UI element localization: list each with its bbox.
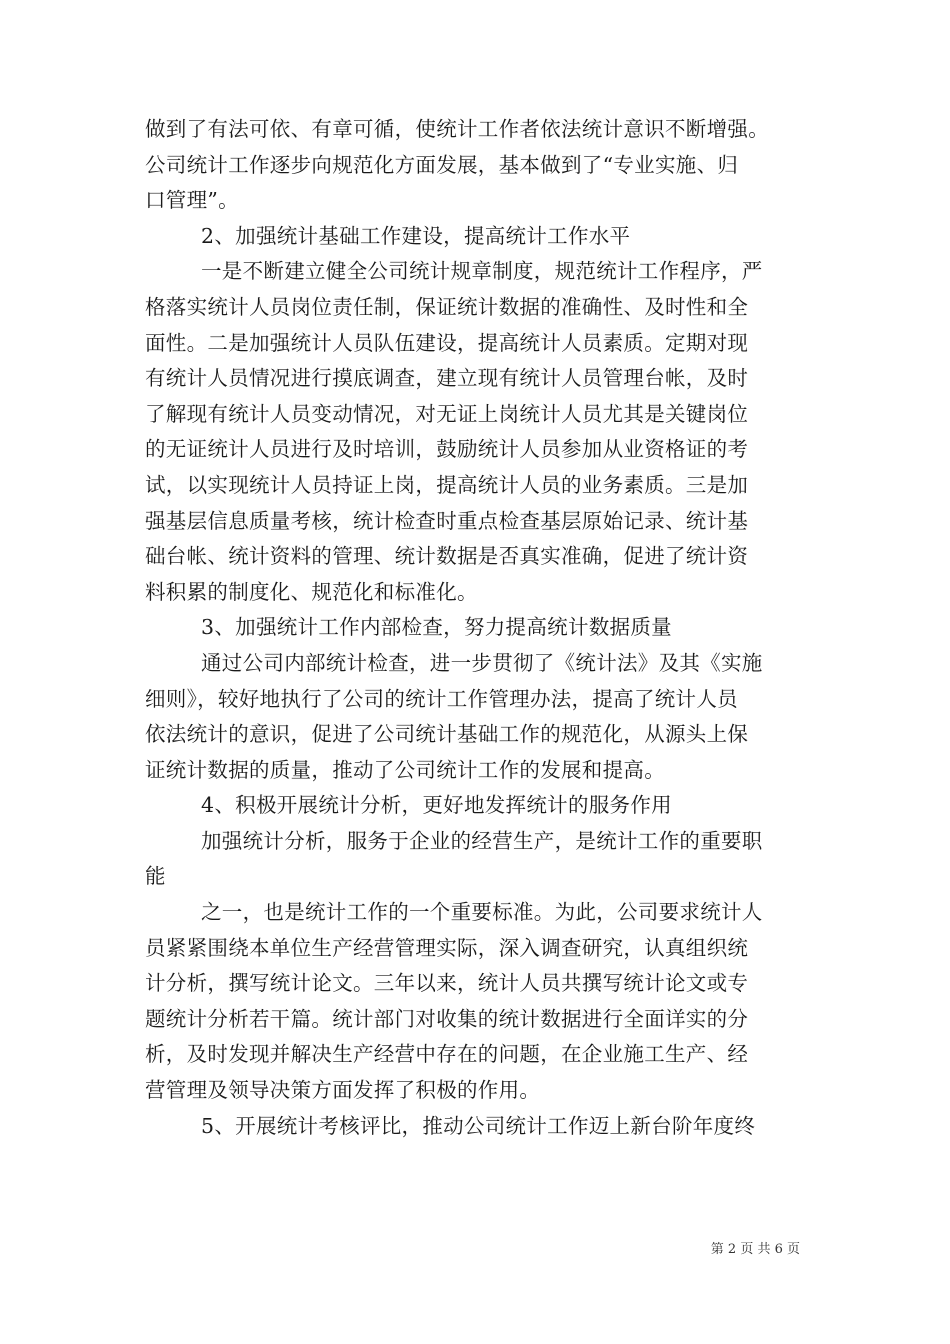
text-line: 面性。二是加强统计人员队伍建设，提高统计人员素质。定期对现 bbox=[145, 330, 749, 355]
text-line: 题统计分析若干篇。统计部门对收集的统计数据进行全面详实的分 bbox=[145, 1006, 749, 1031]
text-line: 3、加强统计工作内部检查，努力提高统计数据质量 bbox=[201, 615, 672, 640]
text-line: 一是不断建立健全公司统计规章制度，规范统计工作程序，严 bbox=[201, 259, 763, 284]
text-line: 细则》，较好地执行了公司的统计工作管理办法，提高了统计人员 bbox=[145, 686, 738, 711]
text-line: 4、积极开展统计分析，更好地发挥统计的服务作用 bbox=[201, 793, 672, 818]
text-line: 格落实统计人员岗位责任制，保证统计数据的准确性、及时性和全 bbox=[145, 294, 749, 319]
text-line: 依法统计的意识，促进了公司统计基础工作的规范化，从源头上保 bbox=[145, 722, 749, 747]
text-line: 5、开展统计考核评比，推动公司统计工作迈上新台阶年度终 bbox=[201, 1113, 756, 1138]
text-line: 础台帐、统计资料的管理、统计数据是否真实准确，促进了统计资 bbox=[145, 544, 749, 569]
text-line: 料积累的制度化、规范化和标准化。 bbox=[145, 579, 478, 604]
text-line: 试，以实现统计人员持证上岗，提高统计人员的业务素质。三是加 bbox=[145, 472, 749, 497]
text-line: 有统计人员情况进行摸底调查，建立现有统计人员管理台帐，及时 bbox=[145, 366, 749, 391]
text-line: 口管理”。 bbox=[145, 188, 239, 213]
page-number: 第 2 页 共 6 页 bbox=[710, 1242, 800, 1257]
text-line: 的无证统计人员进行及时培训，鼓励统计人员参加从业资格证的考 bbox=[145, 437, 749, 462]
text-line: 营管理及领导决策方面发挥了积极的作用。 bbox=[145, 1078, 541, 1103]
text-line: 能 bbox=[145, 864, 166, 889]
text-line: 强基层信息质量考核，统计检查时重点检查基层原始记录、统计基 bbox=[145, 508, 749, 533]
text-line: 公司统计工作逐步向规范化方面发展，基本做到了“专业实施、归 bbox=[145, 152, 739, 177]
text-line: 证统计数据的质量，推动了公司统计工作的发展和提高。 bbox=[145, 757, 665, 782]
text-line: 之一，也是统计工作的一个重要标准。为此，公司要求统计人 bbox=[201, 900, 763, 925]
document-body bbox=[145, 112, 825, 1144]
text-line: 通过公司内部统计检查，进一步贯彻了《统计法》及其《实施 bbox=[201, 650, 763, 675]
text-line: 析，及时发现并解决生产经营中存在的问题，在企业施工生产、经 bbox=[145, 1042, 749, 1067]
text-line: 了解现有统计人员变动情况，对无证上岗统计人员尤其是关键岗位 bbox=[145, 401, 749, 426]
text-line: 2、加强统计基础工作建设，提高统计工作水平 bbox=[201, 223, 631, 248]
text-line: 做到了有法可依、有章可循，使统计工作者依法统计意识不断增强。 bbox=[145, 117, 769, 141]
text-line: 加强统计分析，服务于企业的经营生产，是统计工作的重要职 bbox=[201, 828, 763, 853]
text-line: 计分析，撰写统计论文。三年以来，统计人员共撰写统计论文或专 bbox=[145, 971, 749, 996]
text-line: 员紧紧围绕本单位生产经营管理实际，深入调查研究，认真组织统 bbox=[145, 935, 749, 960]
